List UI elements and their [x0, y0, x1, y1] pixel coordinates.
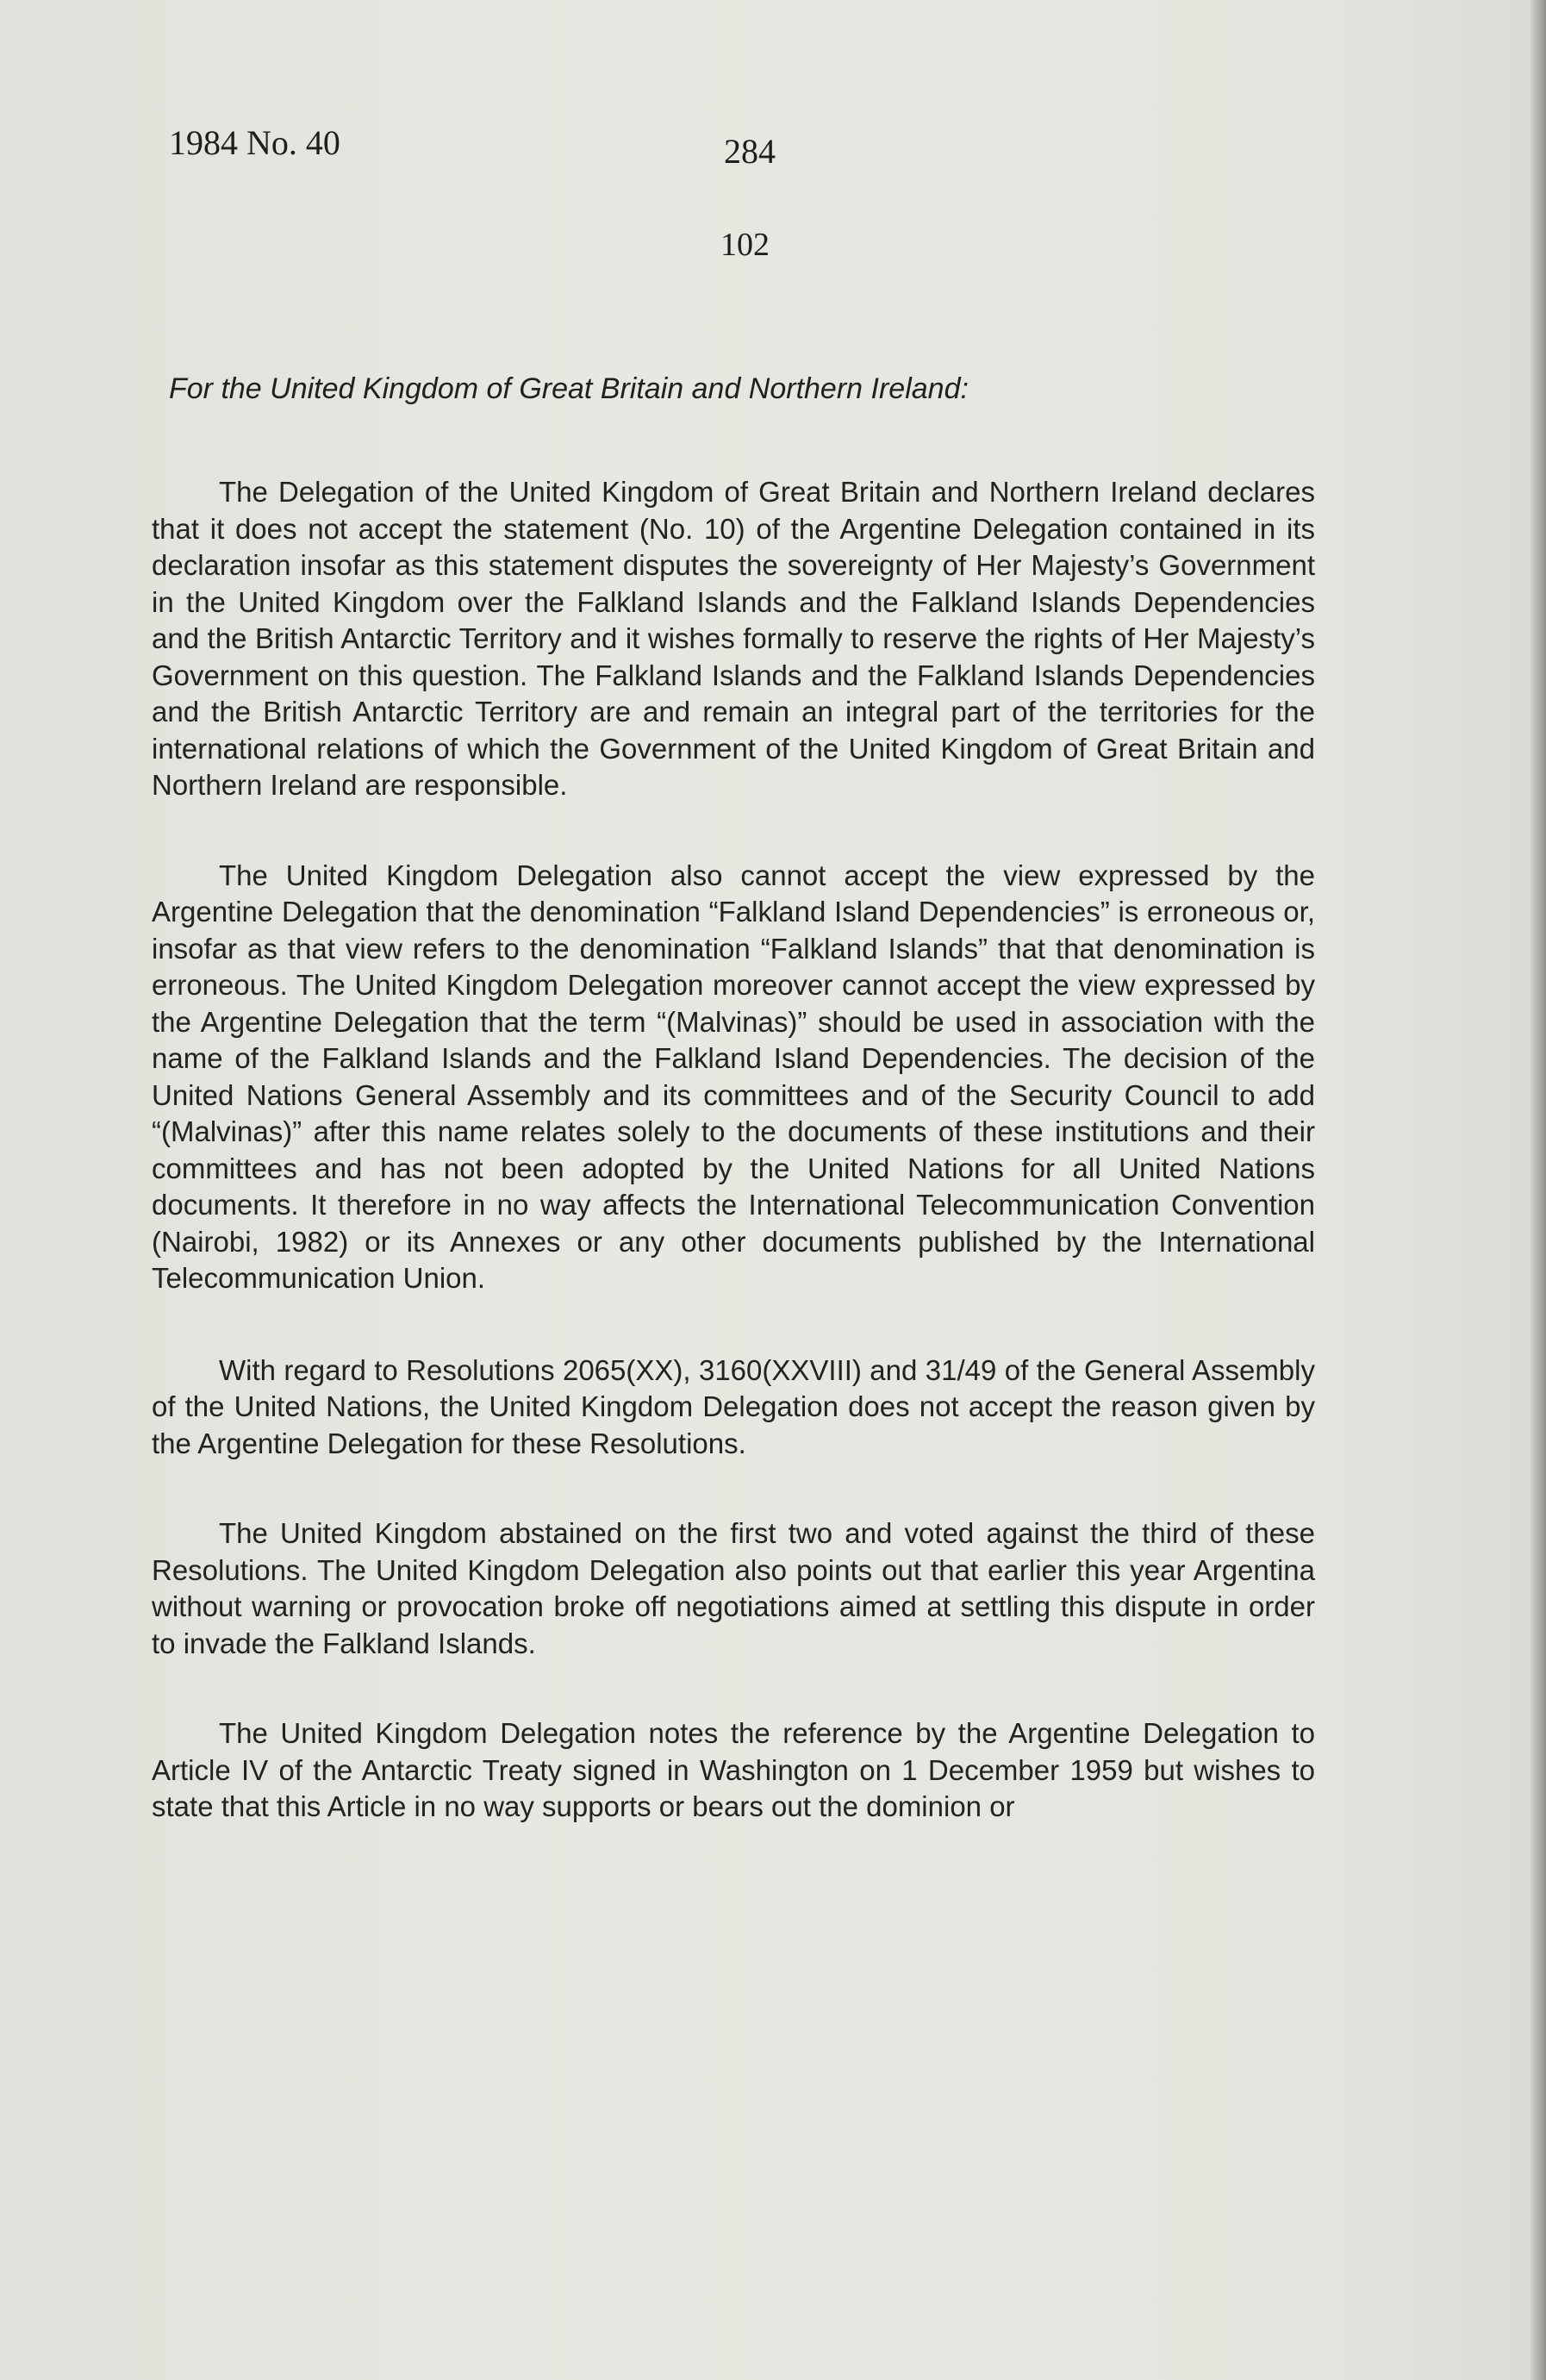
declaration-body [152, 474, 1315, 1826]
paragraph: With regard to Resolutions 2065(XX), 3160(XXVIII) and 31/49 of the General Assembly of the United Nations, the United Kingdom Delegation does not accept the reason given by the Argentine Delegation for these Resolutions. [152, 1353, 1315, 1459]
document-year-number: 1984 No. 40 [169, 123, 340, 162]
paragraph: The Delegation of the United Kingdom of Great Britain and Northern Ireland declares that it does not accept the statement (No. 10) of the Argentine Delegation contained in its declaration insofar as this statement disputes the sovereignty of Her Majesty’s Government in the United Kingdom over the Falkland Islands and the Falkland Islands Dependencies and the British Antarctic Territory and it wishes formally to reserve the rights of Her Majesty’s Government on this question. The Falkland Islands and the Falkland Islands Dependencies and the British Antarctic Territory are and remain an integral part of the territories for the international relations of which the Government of the United Kingdom of Great Britain and Northern Ireland are responsible. [152, 476, 1315, 801]
page-edge [1530, 0, 1546, 2380]
paragraph: The United Kingdom abstained on the first two and voted against the third of these Resolutions. The United Kingdom Delegation also points out that earlier this year Argentina without warning or provocation broke off negotiations aimed at settling this dispute in order to invade the Falkland Islands. [152, 1517, 1315, 1659]
section-number: 102 [720, 227, 770, 263]
paragraph: The United Kingdom Delegation also cannot accept the view expressed by the Argentine Delegation that the denomination “Falkland Island Dependencies” is erroneous or, insofar as that view refers to the denomination “Falkland Islands” that that denomination is erroneous. The United Kingdom Delegation moreover cannot accept the view expressed by the Argentine Delegation that the term “(Malvinas)” should be used in association with the name of the Falkland Islands and the Falkland Island Dependencies. The decision of the United Nations General Assembly and its committees and of the Security Council to add “(Malvinas)” after this name relates solely to the documents of these institutions and their committees and has not been adopted by the United Nations for all United Nations documents. It therefore in no way affects the International Telecommunication Convention (Nairobi, 1982) or its Annexes or any other documents published by the International Telecommunication Union. [152, 859, 1315, 1294]
paragraph: The United Kingdom Delegation notes the reference by the Argentine Delegation to Article IV of the Antarctic Treaty signed in Washington on 1 December 1959 but wishes to state that this Article in no way supports or bears out the dominion or [152, 1717, 1315, 1822]
declaration-heading: For the United Kingdom of Great Britain and Northern Ireland: [169, 372, 969, 405]
page-number: 284 [724, 132, 776, 171]
